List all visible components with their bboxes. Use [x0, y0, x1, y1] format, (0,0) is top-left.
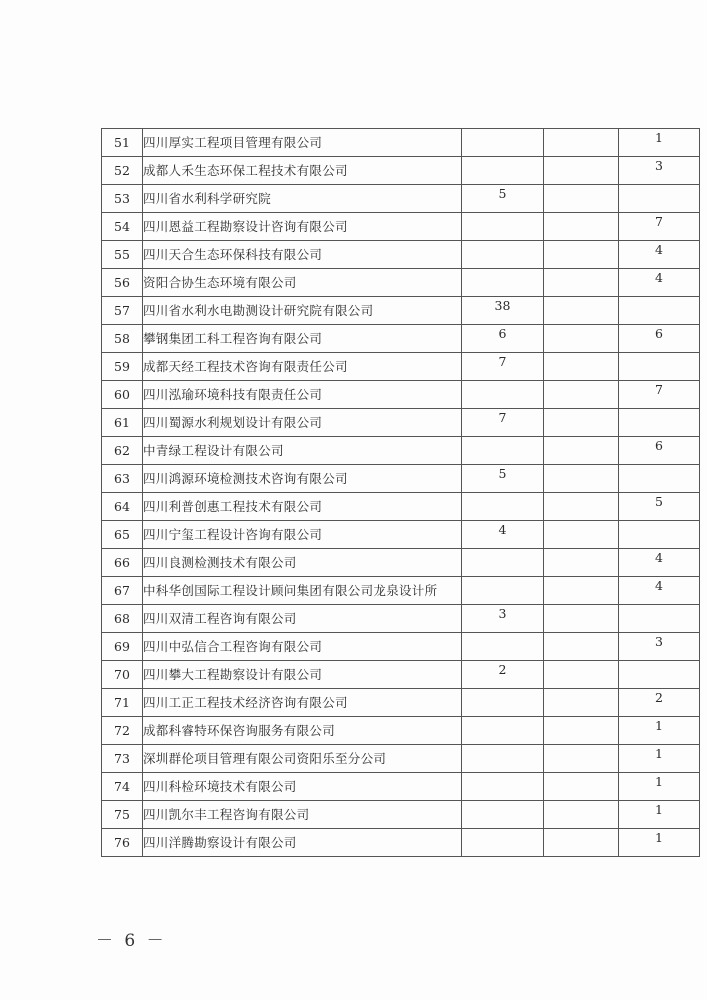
empty-cell: [544, 549, 619, 577]
count-value-c: 7: [655, 381, 663, 397]
empty-cell: [544, 829, 619, 857]
count-cell-c: [619, 549, 700, 577]
count-value-a: 3: [498, 605, 507, 621]
row-number-cell: 59: [102, 353, 143, 381]
row-number-cell: 65: [102, 521, 143, 549]
company-name-cell: 四川省水利科学研究院: [143, 185, 462, 213]
count-cell-a: [462, 465, 544, 493]
row-number-cell: 67: [102, 577, 143, 605]
company-name-cell: 四川中弘信合工程咨询有限公司: [143, 633, 462, 661]
count-value-c: 1: [655, 829, 663, 845]
count-cell-a: [462, 829, 544, 857]
table-row: [102, 409, 700, 437]
company-name-cell: 四川工正工程技术经济咨询有限公司: [143, 689, 462, 717]
count-cell-a: [462, 381, 544, 409]
row-number-cell: 57: [102, 297, 143, 325]
count-cell-a: [462, 549, 544, 577]
count-cell-a: [462, 269, 544, 297]
table-row: [102, 465, 700, 493]
empty-cell: [544, 409, 619, 437]
count-cell-a: [462, 717, 544, 745]
company-name-cell: 深圳群伦项目管理有限公司资阳乐至分公司: [143, 745, 462, 773]
empty-cell: [544, 381, 619, 409]
count-value-a: 5: [498, 465, 507, 481]
empty-cell: [544, 801, 619, 829]
count-value-c: 7: [655, 213, 663, 229]
row-number-cell: 61: [102, 409, 143, 437]
count-cell-a: [462, 241, 544, 269]
company-name-cell: 成都天经工程技术咨询有限责任公司: [143, 353, 462, 381]
count-cell-a: [462, 437, 544, 465]
count-value-c: 1: [655, 717, 663, 733]
table-row: [102, 241, 700, 269]
table-row: [102, 213, 700, 241]
table-row: [102, 437, 700, 465]
count-value-a: 4: [498, 521, 507, 537]
count-value-c: 1: [655, 129, 663, 145]
count-value-c: 4: [655, 241, 663, 257]
row-number-cell: 58: [102, 325, 143, 353]
table-row: [102, 745, 700, 773]
count-cell-c: [619, 213, 700, 241]
empty-cell: [544, 241, 619, 269]
empty-cell: [544, 717, 619, 745]
count-cell-a: [462, 745, 544, 773]
company-name-cell: 四川泓瑜环境科技有限责任公司: [143, 381, 462, 409]
count-cell-c: [619, 437, 700, 465]
row-number-cell: 55: [102, 241, 143, 269]
company-table: [101, 128, 700, 857]
count-cell-c: [619, 465, 700, 493]
count-value-a: 7: [498, 409, 507, 425]
count-value-c: 1: [655, 745, 663, 761]
empty-cell: [544, 661, 619, 689]
table-row: [102, 269, 700, 297]
count-cell-c: [619, 689, 700, 717]
empty-cell: [544, 633, 619, 661]
count-cell-a: [462, 325, 544, 353]
empty-cell: [544, 213, 619, 241]
company-name-cell: 四川洋腾勘察设计有限公司: [143, 829, 462, 857]
empty-cell: [544, 185, 619, 213]
page-number: － 6 －: [96, 931, 167, 951]
count-cell-c: [619, 353, 700, 381]
company-name-cell: 四川省水利水电勘测设计研究院有限公司: [143, 297, 462, 325]
company-table-body: [102, 129, 700, 857]
count-cell-c: [619, 157, 700, 185]
count-value-a: 2: [498, 661, 507, 677]
count-cell-a: [462, 493, 544, 521]
count-value-c: 6: [655, 325, 663, 341]
company-name-cell: 四川良测检测技术有限公司: [143, 549, 462, 577]
count-cell-a: [462, 521, 544, 549]
company-name-cell: 成都科睿特环保咨询服务有限公司: [143, 717, 462, 745]
empty-cell: [544, 353, 619, 381]
count-value-c: 5: [655, 493, 663, 509]
empty-cell: [544, 521, 619, 549]
table-row: [102, 521, 700, 549]
count-cell-c: [619, 829, 700, 857]
empty-cell: [544, 269, 619, 297]
row-number-cell: 51: [102, 129, 143, 157]
count-cell-c: [619, 801, 700, 829]
count-value-c: 3: [655, 157, 663, 173]
count-cell-a: [462, 577, 544, 605]
count-value-a: 7: [498, 353, 507, 369]
count-cell-a: [462, 185, 544, 213]
count-cell-c: [619, 577, 700, 605]
company-name-cell: 四川凯尔丰工程咨询有限公司: [143, 801, 462, 829]
company-name-cell: 四川双清工程咨询有限公司: [143, 605, 462, 633]
count-cell-a: [462, 605, 544, 633]
count-cell-c: [619, 185, 700, 213]
row-number-cell: 69: [102, 633, 143, 661]
row-number-cell: 73: [102, 745, 143, 773]
row-number-cell: 56: [102, 269, 143, 297]
empty-cell: [544, 493, 619, 521]
count-value-c: 4: [655, 269, 663, 285]
empty-cell: [544, 689, 619, 717]
count-value-c: 2: [655, 689, 663, 705]
count-value-c: 3: [655, 633, 663, 649]
company-name-cell: 中科华创国际工程设计顾问集团有限公司龙泉设计所: [143, 577, 462, 605]
table-row: [102, 689, 700, 717]
company-name-cell: 四川恩益工程勘察设计咨询有限公司: [143, 213, 462, 241]
count-cell-a: [462, 689, 544, 717]
row-number-cell: 76: [102, 829, 143, 857]
company-name-cell: 四川鸿源环境检测技术咨询有限公司: [143, 465, 462, 493]
row-number-cell: 68: [102, 605, 143, 633]
count-cell-c: [619, 661, 700, 689]
count-value-c: 4: [655, 549, 663, 565]
company-name-cell: 中青绿工程设计有限公司: [143, 437, 462, 465]
row-number-cell: 52: [102, 157, 143, 185]
count-value-c: 6: [655, 437, 663, 453]
count-value-a: 5: [498, 185, 507, 201]
count-cell-a: [462, 633, 544, 661]
count-cell-c: [619, 493, 700, 521]
table-row: [102, 717, 700, 745]
count-cell-a: [462, 213, 544, 241]
table-row: [102, 829, 700, 857]
table-row: [102, 577, 700, 605]
table-row: [102, 773, 700, 801]
table-row: [102, 325, 700, 353]
empty-cell: [544, 745, 619, 773]
count-cell-a: [462, 297, 544, 325]
company-name-cell: 成都人禾生态环保工程技术有限公司: [143, 157, 462, 185]
count-cell-c: [619, 325, 700, 353]
count-value-a: 6: [498, 325, 507, 341]
table-row: [102, 549, 700, 577]
count-cell-c: [619, 717, 700, 745]
empty-cell: [544, 773, 619, 801]
row-number-cell: 66: [102, 549, 143, 577]
table-row: [102, 129, 700, 157]
table-row: [102, 185, 700, 213]
company-name-cell: 四川攀大工程勘察设计有限公司: [143, 661, 462, 689]
row-number-cell: 64: [102, 493, 143, 521]
count-cell-a: [462, 157, 544, 185]
count-cell-c: [619, 297, 700, 325]
count-cell-c: [619, 605, 700, 633]
count-value-a: 38: [494, 297, 511, 313]
table-row: [102, 605, 700, 633]
table-row: [102, 661, 700, 689]
count-cell-a: [462, 409, 544, 437]
count-value-c: 4: [655, 577, 663, 593]
count-value-c: 1: [655, 773, 663, 789]
row-number-cell: 72: [102, 717, 143, 745]
empty-cell: [544, 325, 619, 353]
company-name-cell: 资阳合协生态环境有限公司: [143, 269, 462, 297]
count-cell-c: [619, 521, 700, 549]
count-cell-c: [619, 269, 700, 297]
row-number-cell: 62: [102, 437, 143, 465]
empty-cell: [544, 157, 619, 185]
company-name-cell: 四川厚实工程项目管理有限公司: [143, 129, 462, 157]
table-row: [102, 633, 700, 661]
company-name-cell: 四川利普创惠工程技术有限公司: [143, 493, 462, 521]
company-name-cell: 四川宁玺工程设计咨询有限公司: [143, 521, 462, 549]
count-cell-a: [462, 129, 544, 157]
row-number-cell: 63: [102, 465, 143, 493]
count-cell-a: [462, 773, 544, 801]
count-cell-c: [619, 633, 700, 661]
count-cell-c: [619, 773, 700, 801]
empty-cell: [544, 577, 619, 605]
company-name-cell: 四川天合生态环保科技有限公司: [143, 241, 462, 269]
table-row: [102, 801, 700, 829]
empty-cell: [544, 465, 619, 493]
empty-cell: [544, 437, 619, 465]
company-name-cell: 四川科检环境技术有限公司: [143, 773, 462, 801]
row-number-cell: 53: [102, 185, 143, 213]
row-number-cell: 60: [102, 381, 143, 409]
count-cell-c: [619, 409, 700, 437]
company-name-cell: 攀钢集团工科工程咨询有限公司: [143, 325, 462, 353]
row-number-cell: 54: [102, 213, 143, 241]
count-cell-c: [619, 129, 700, 157]
count-cell-a: [462, 801, 544, 829]
count-cell-a: [462, 661, 544, 689]
table-row: [102, 157, 700, 185]
empty-cell: [544, 297, 619, 325]
row-number-cell: 75: [102, 801, 143, 829]
row-number-cell: 71: [102, 689, 143, 717]
row-number-cell: 70: [102, 661, 143, 689]
table-row: [102, 353, 700, 381]
empty-cell: [544, 605, 619, 633]
row-number-cell: 74: [102, 773, 143, 801]
company-name-cell: 四川蜀源水利规划设计有限公司: [143, 409, 462, 437]
table-row: [102, 381, 700, 409]
count-value-c: 1: [655, 801, 663, 817]
empty-cell: [544, 129, 619, 157]
count-cell-c: [619, 381, 700, 409]
count-cell-a: [462, 353, 544, 381]
table-row: [102, 493, 700, 521]
table-row: [102, 297, 700, 325]
count-cell-c: [619, 745, 700, 773]
count-cell-c: [619, 241, 700, 269]
